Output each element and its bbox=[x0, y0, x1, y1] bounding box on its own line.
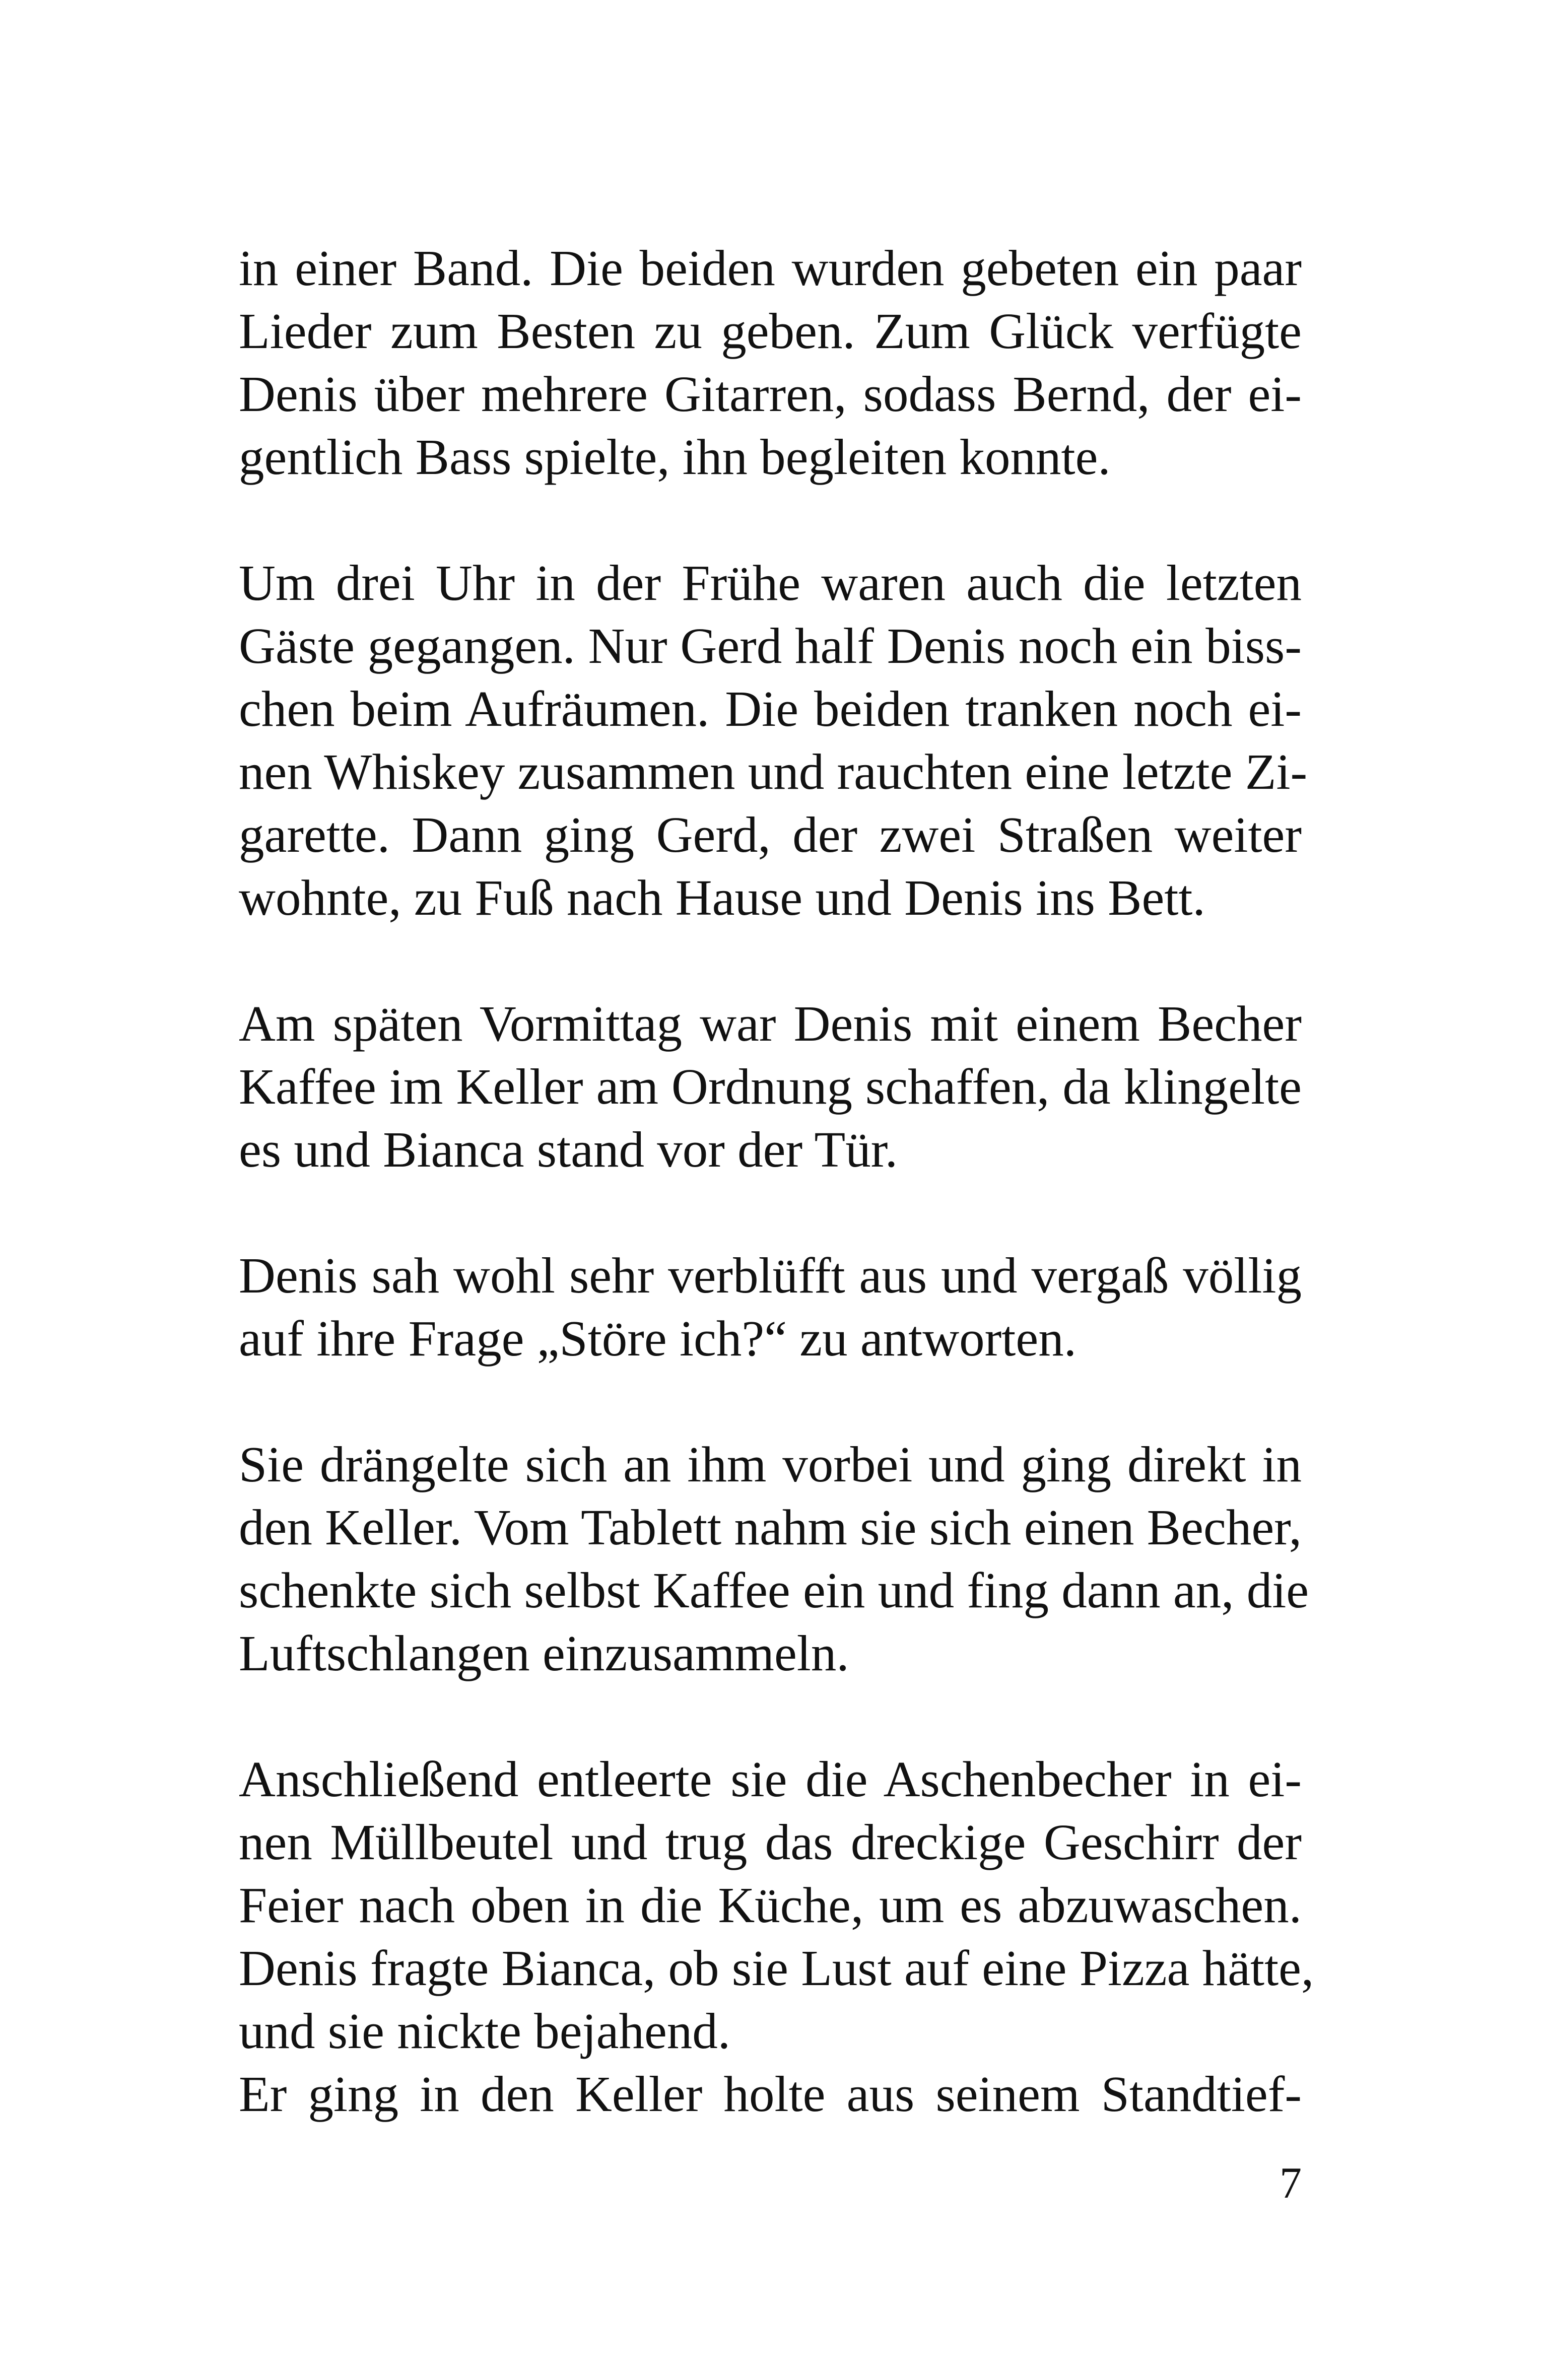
text-line: in einer Band. Die beiden wurden gebeten ein paar bbox=[239, 240, 1302, 296]
body-text bbox=[239, 237, 1314, 2126]
text-line: gentlich Bass spielte, ihn begleiten konnte. bbox=[239, 429, 1111, 485]
text-line: Anschließend entleerte sie die Aschenbecher in ei- bbox=[239, 1751, 1302, 1807]
text-line: es und Bianca stand vor der Tür. bbox=[239, 1121, 898, 1178]
paragraph-gap bbox=[239, 1181, 1302, 1244]
text-line: Kaffee im Keller am Ordnung schaffen, da klingelte bbox=[239, 1058, 1302, 1115]
paragraph-3 bbox=[239, 992, 1302, 1181]
text-line: Feier nach oben in die Küche, um es abzuwaschen. bbox=[239, 1877, 1302, 1933]
paragraph-5 bbox=[239, 1433, 1309, 1685]
text-line: Denis fragte Bianca, ob sie Lust auf eine Pizza hätte, bbox=[239, 1940, 1314, 1996]
text-line: nen Müllbeutel und trug das dreckige Geschirr der bbox=[239, 1814, 1302, 1870]
text-line: schenkte sich selbst Kaffee ein und fing dann an, die bbox=[239, 1562, 1309, 1618]
text-line: Lieder zum Besten zu geben. Zum Glück verfügte bbox=[239, 303, 1302, 359]
text-line: chen beim Aufräumen. Die beiden tranken noch ei- bbox=[239, 681, 1302, 737]
text-line: den Keller. Vom Tablett nahm sie sich einen Becher, bbox=[239, 1499, 1302, 1555]
paragraph-gap bbox=[239, 489, 1302, 552]
text-line: Denis sah wohl sehr verblüfft aus und vergaß völlig bbox=[239, 1247, 1302, 1304]
text-line: auf ihre Frage „Störe ich?“ zu antworten. bbox=[239, 1310, 1077, 1367]
text-line: Er ging in den Keller holte aus seinem Standtief- bbox=[239, 2066, 1302, 2122]
text-line: und sie nickte bejahend. bbox=[239, 2003, 731, 2059]
paragraph-2 bbox=[239, 552, 1308, 929]
paragraph-1 bbox=[239, 237, 1302, 489]
text-line: Gäste gegangen. Nur Gerd half Denis noch ein biss- bbox=[239, 618, 1302, 674]
text-line: garette. Dann ging Gerd, der zwei Straßen weiter bbox=[239, 806, 1302, 863]
text-line: Um drei Uhr in der Frühe waren auch die letzten bbox=[239, 555, 1302, 611]
paragraph-gap bbox=[239, 1370, 1302, 1433]
text-line: Denis über mehrere Gitarren, sodass Bernd, der ei- bbox=[239, 366, 1302, 422]
paragraph-gap bbox=[239, 1685, 1302, 1748]
text-line: Sie drängelte sich an ihm vorbei und ging direkt in bbox=[239, 1436, 1302, 1492]
page-number: 7 bbox=[1280, 2159, 1302, 2208]
paragraph-gap bbox=[239, 929, 1302, 992]
paragraph-6 bbox=[239, 1748, 1314, 2126]
text-line: Luftschlangen einzusammeln. bbox=[239, 1625, 849, 1681]
paragraph-4 bbox=[239, 1244, 1302, 1370]
text-line: wohnte, zu Fuß nach Hause und Denis ins Bett. bbox=[239, 869, 1205, 926]
text-line: nen Whiskey zusammen und rauchten eine letzte Zi- bbox=[239, 743, 1308, 800]
text-line: Am späten Vormittag war Denis mit einem Becher bbox=[239, 995, 1302, 1052]
